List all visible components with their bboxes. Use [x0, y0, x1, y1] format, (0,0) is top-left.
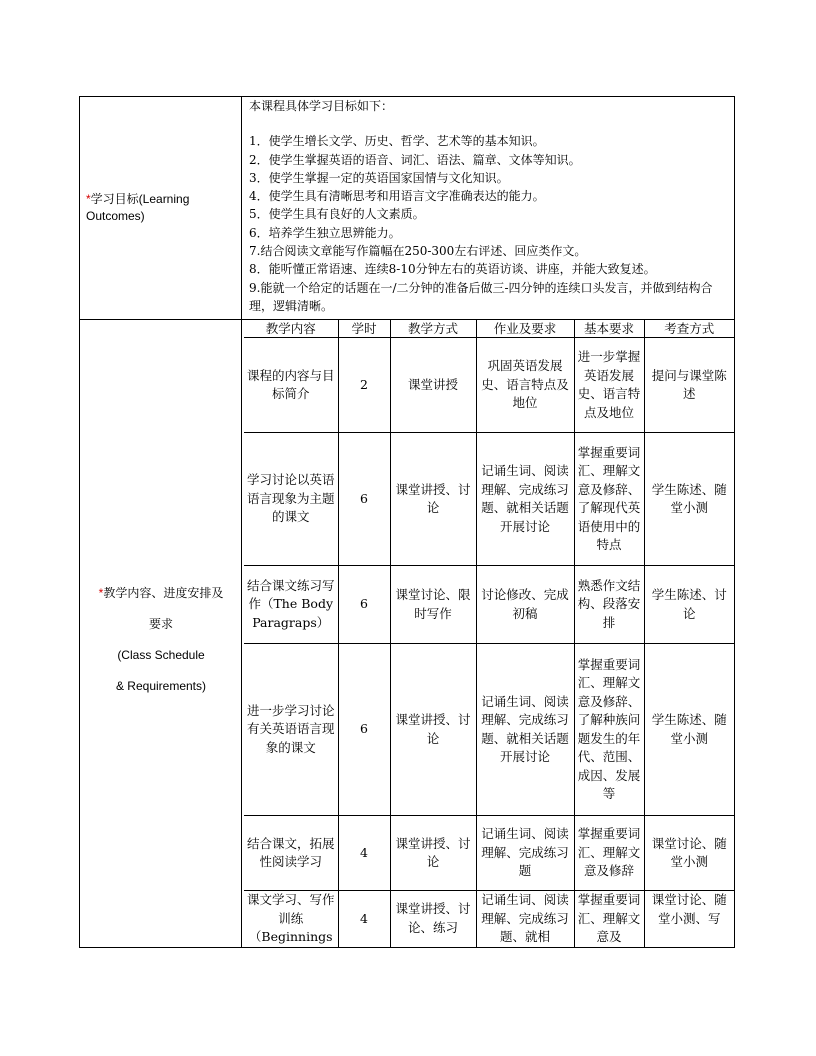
cell-homework: 巩固英语发展史、语言特点及地位	[476, 338, 574, 433]
schedule-label-zh-2: 要求	[148, 617, 173, 631]
cell-assessment: 学生陈述、讨论	[644, 566, 734, 644]
learning-outcomes-content	[249, 97, 733, 315]
learning-outcomes-label-text: 学习目标(Learning Outcomes)	[86, 192, 190, 223]
table-row	[244, 338, 734, 433]
cell-content: 进一步学习讨论有关英语语言现象的课文	[244, 644, 338, 816]
schedule-label	[86, 585, 236, 709]
outcome-item: 9.能就一个给定的话题在一/二分钟的准备后做三-四分钟的连续口头发言，并做到结构合理，逻辑清晰。	[249, 280, 713, 313]
cell-hours: 4	[338, 891, 390, 947]
table-row	[244, 644, 734, 816]
cell-requirements: 掌握重要词汇、理解文意及修辞	[574, 816, 644, 891]
schedule-label-en-1: (Class Schedule	[117, 648, 205, 662]
cell-requirements: 掌握重要词汇、理解文意及修辞、了解种族问题发生的年代、范围、成因、发展等	[574, 644, 644, 816]
cell-assessment: 课堂讨论、随堂小测、写	[644, 891, 734, 947]
cell-method: 课堂讲授、讨论	[390, 433, 476, 566]
cell-content: 学习讨论以英语语言现象为主题的课文	[244, 433, 338, 566]
outcome-item: 1．使学生增长文学、历史、哲学、艺术等的基本知识。	[249, 134, 545, 149]
required-asterisk: *	[98, 586, 104, 600]
outcome-item: 8．能听懂正常语速、连续8-10分钟左右的英语访谈、讲座，并能大致复述。	[249, 262, 656, 277]
outcome-item: 6．培养学生独立思辨能力。	[249, 225, 401, 240]
header-requirements: 基本要求	[574, 320, 644, 338]
cell-homework: 记诵生词、阅读理解、完成练习题、就相	[476, 891, 574, 947]
cell-content: 结合课文练习写作（The Body Paragraps）	[244, 566, 338, 644]
header-method: 教学方式	[390, 320, 476, 338]
cell-method: 课堂讲授	[390, 338, 476, 433]
cell-requirements: 进一步掌握英语发展史、语言特点及地位	[574, 338, 644, 433]
header-assessment: 考查方式	[644, 320, 734, 338]
cell-hours: 2	[338, 338, 390, 433]
outcome-item: 4．使学生具有清晰思考和用语言文字准确表达的能力。	[249, 189, 545, 204]
table-row	[244, 433, 734, 566]
cell-content: 结合课文，拓展性阅读学习	[244, 816, 338, 891]
cell-homework: 记诵生词、阅读理解、完成练习题、就相关话题开展讨论	[476, 644, 574, 816]
outcome-item: 7.结合阅读文章能写作篇幅在250-300左右评述、回应类作文。	[249, 244, 587, 259]
cell-method: 课堂讲授、讨论、练习	[390, 891, 476, 947]
cell-assessment: 学生陈述、随堂小测	[644, 644, 734, 816]
cell-hours: 6	[338, 566, 390, 644]
cell-requirements: 熟悉作文结构、段落安排	[574, 566, 644, 644]
course-info-table	[79, 96, 735, 948]
outcome-item: 2．使学生掌握英语的语音、词汇、语法、篇章、文体等知识。	[249, 152, 581, 167]
schedule-table	[244, 320, 734, 947]
cell-method: 课堂讲授、讨论	[390, 816, 476, 891]
required-asterisk: *	[86, 192, 91, 206]
schedule-table-wrapper	[244, 320, 734, 947]
cell-method: 课堂讲授、讨论	[390, 644, 476, 816]
cell-content: 课文学习、写作训练（Beginnings	[247, 892, 335, 944]
outcomes-intro: 本课程具体学习目标如下：	[249, 99, 394, 113]
cell-hours: 6	[338, 433, 390, 566]
schedule-header-row	[244, 320, 734, 338]
cell-homework: 讨论修改、完成初稿	[476, 566, 574, 644]
table-row	[244, 816, 734, 891]
outcome-item: 5．使学生具有良好的人文素质。	[249, 207, 425, 222]
cell-requirements: 掌握重要词汇、理解文意及	[574, 891, 644, 947]
header-hours: 学时	[338, 320, 390, 338]
cell-content: 课程的内容与目标简介	[244, 338, 338, 433]
schedule-label-en-2: & Requirements)	[115, 679, 207, 693]
header-homework: 作业及要求	[476, 320, 574, 338]
cell-method: 课堂讨论、限时写作	[390, 566, 476, 644]
cell-assessment: 学生陈述、随堂小测	[644, 433, 734, 566]
column-divider	[241, 97, 242, 947]
cell-hours: 4	[338, 816, 390, 891]
cell-hours: 6	[338, 644, 390, 816]
cell-homework: 记诵生词、阅读理解、完成练习题、就相关话题开展讨论	[476, 433, 574, 566]
cell-homework: 记诵生词、阅读理解、完成练习题	[476, 816, 574, 891]
outcome-item: 3．使学生掌握一定的英语国家国情与文化知识。	[249, 170, 509, 185]
table-row	[244, 566, 734, 644]
table-row	[244, 891, 734, 947]
learning-outcomes-label	[86, 191, 236, 225]
cell-requirements: 掌握重要词汇、理解文意及修辞、了解现代英语使用中的特点	[574, 433, 644, 566]
schedule-label-zh-1: *教学内容、进度安排及	[98, 586, 224, 600]
cell-assessment: 提问与课堂陈述	[644, 338, 734, 433]
header-content: 教学内容	[244, 320, 338, 338]
cell-assessment: 课堂讨论、随堂小测	[644, 816, 734, 891]
